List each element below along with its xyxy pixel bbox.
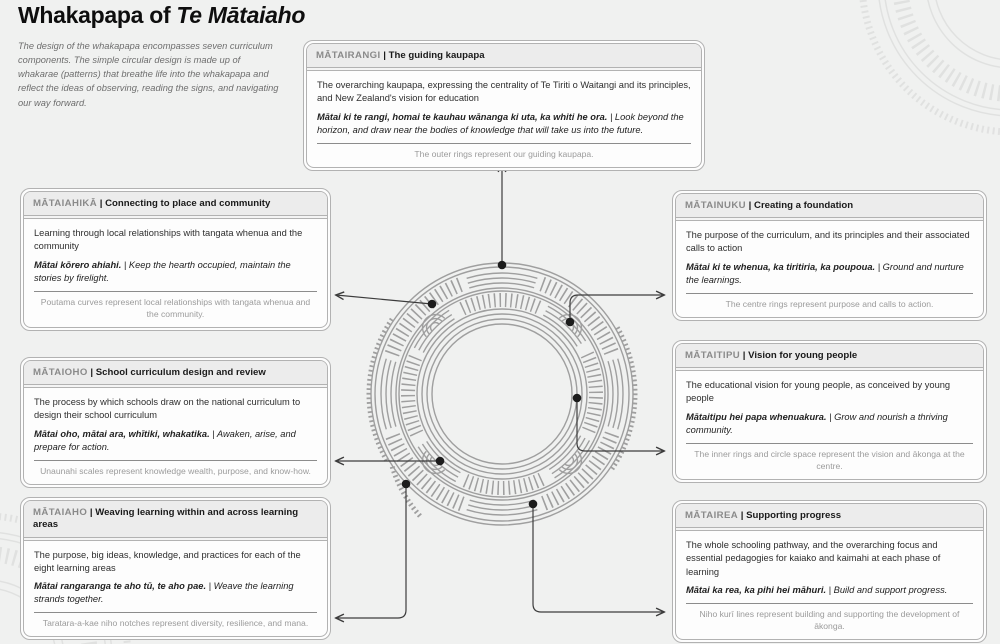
note-rule: [317, 143, 691, 144]
card-note: The outer rings represent our guiding kaupapa.: [414, 148, 594, 159]
whakatauki-maori: Mātai oho, mātai ara, whītiki, whakatika.: [34, 428, 210, 439]
card-note: Unaunahi scales represent knowledge wealth, purpose, and know-how.: [40, 465, 311, 476]
card-whakatauki: [686, 261, 973, 287]
whakatauki-english: | Ground and nurture the learnings.: [686, 261, 964, 285]
card-code: MĀTAIREA: [685, 510, 739, 521]
note-rule: [34, 612, 317, 613]
card-whakatauki: [686, 411, 973, 437]
card-inner: [23, 191, 328, 328]
intro-paragraph: The design of the whakapapa encompasses seven curriculum components. The simple circular design is made up of whakarae (patterns) that breathe life into the whakapapa and reflect the ideas of observing, reading the signs, and navigating our way forward.: [18, 41, 279, 108]
whakatauki-english: | Grow and nourish a thriving community.: [686, 411, 948, 435]
note-rule: [34, 291, 317, 292]
card-whakatauki: [686, 584, 973, 597]
header-separator: |: [742, 350, 746, 361]
card-header: [676, 344, 983, 367]
card-description: The overarching kaupapa, expressing the centrality of Te Tiriti o Waitangi and its principles, and New Zealand's vision for education: [317, 80, 691, 104]
card-note: Taratara-a-kae niho notches represent diversity, resilience, and mana.: [42, 618, 309, 628]
card-body: [24, 541, 327, 636]
card-title: The guiding kaupapa: [388, 50, 485, 61]
card-matainuku: [672, 190, 987, 321]
card-header: [24, 192, 327, 215]
whakatauki-maori: Mātai rangaranga te aho tū, te aho pae.: [34, 580, 207, 591]
card-body: [676, 531, 983, 638]
card-mataioho: [20, 357, 331, 488]
card-title: Connecting to place and community: [105, 198, 271, 209]
card-inner: [675, 193, 984, 318]
card-title: Weaving learning within and across learning areas: [33, 507, 299, 531]
header-separator: |: [99, 198, 103, 209]
connector-matainuku: [570, 295, 664, 322]
whakatauki-maori: Mātaitipu hei papa whenuakura.: [686, 411, 827, 422]
card-code: MĀTAIAHO: [33, 507, 88, 518]
note-rule: [686, 443, 973, 444]
header-separator: |: [89, 507, 93, 518]
card-description: The purpose, big ideas, knowledge, and practices for each of the eight learning areas: [34, 549, 301, 573]
card-code: MĀTAITIPU: [685, 350, 741, 361]
card-header: [24, 361, 327, 384]
card-header: [24, 501, 327, 537]
card-body: [24, 388, 327, 483]
card-body: [676, 221, 983, 316]
koru-watermark-top-right: [862, 0, 1000, 132]
card-title: Supporting progress: [746, 510, 842, 521]
card-code: MĀTAIOHO: [33, 367, 88, 378]
card-note: The inner rings and circle space represent the vision and ākonga at the centre.: [694, 448, 965, 471]
card-whakatauki: [34, 428, 317, 454]
card-description: The whole schooling pathway, and the overarching focus and essential pedagogies for kaiako and kaimahi at each phase of learning: [686, 540, 941, 577]
card-body: [24, 219, 327, 326]
card-mataitipu: [672, 340, 987, 483]
card-description: Learning through local relationships with tangata whenua and the community: [34, 228, 303, 252]
card-whakatauki: [34, 580, 317, 606]
whakatauki-maori: Mātai kōrero ahiahi.: [34, 259, 122, 270]
card-description: The process by which schools draw on the national curriculum to design their school curriculum: [34, 397, 301, 421]
card-title: Vision for young people: [748, 350, 858, 361]
card-note: Poutama curves represent local relationships with tangata whenua and the community.: [40, 296, 311, 319]
card-inner: [675, 343, 984, 480]
card-code: MĀTAIAHIKĀ: [33, 198, 98, 209]
card-code: MĀTAINUKU: [685, 200, 746, 211]
header-separator: |: [90, 367, 94, 378]
whakatauki-maori: Mātai ka rea, ka pihi hei māhuri.: [686, 584, 827, 595]
whakatauki-english: | Weave the learning strands together.: [34, 580, 294, 604]
card-body: [676, 371, 983, 478]
connector-matairea: [533, 504, 664, 612]
card-inner: [675, 503, 984, 640]
page-title-italic: Te Mātaiaho: [176, 2, 306, 28]
card-body: [307, 71, 701, 166]
whakatauki-english: | Awaken, arise, and prepare for action.: [34, 428, 296, 452]
card-header: [307, 44, 701, 67]
card-whakatauki: [34, 259, 317, 285]
page-title-plain: Whakapapa of: [18, 2, 177, 28]
header-separator: |: [383, 50, 386, 61]
card-matairangi: [303, 40, 705, 171]
card-inner: [23, 500, 328, 637]
header-separator: |: [748, 200, 752, 211]
card-description: The educational vision for young people, as conceived by young people: [686, 380, 951, 404]
card-matairea: [672, 500, 987, 643]
card-note: Niho kurī lines represent building and supporting the development of ākonga.: [699, 608, 960, 631]
whakatauki-maori: Mātai ki te whenua, ka tiritiria, ka poupoua.: [686, 261, 876, 272]
card-note: The centre rings represent purpose and calls to action.: [725, 298, 934, 309]
whakatauki-english: | Keep the hearth occupied, maintain the stories by firelight.: [34, 259, 291, 283]
card-header: [676, 504, 983, 527]
whakatauki-english: | Look beyond the horizon, and draw near the bodies of knowledge that will take us into the future.: [317, 111, 684, 135]
whakatauki-maori: Mātai ki te rangi, homai te kauhau wānanga ki uta, ka whiti he ora.: [317, 111, 608, 122]
card-title: School curriculum design and review: [95, 367, 266, 378]
note-rule: [34, 460, 317, 461]
card-mataiaho: [20, 497, 331, 640]
note-rule: [686, 603, 973, 604]
card-whakatauki: [317, 111, 691, 137]
card-header: [676, 194, 983, 217]
card-inner: [306, 43, 702, 168]
card-mataiahika: [20, 188, 331, 331]
card-description: The purpose of the curriculum, and its principles and their associated calls to action: [686, 230, 970, 254]
header-separator: |: [740, 510, 744, 521]
card-title: Creating a foundation: [754, 200, 854, 211]
whakatauki-english: | Build and support progress.: [828, 584, 948, 595]
connector-mataiaho: [336, 484, 406, 618]
card-inner: [23, 360, 328, 485]
card-code: MĀTAIRANGI: [316, 50, 381, 61]
note-rule: [686, 293, 973, 294]
